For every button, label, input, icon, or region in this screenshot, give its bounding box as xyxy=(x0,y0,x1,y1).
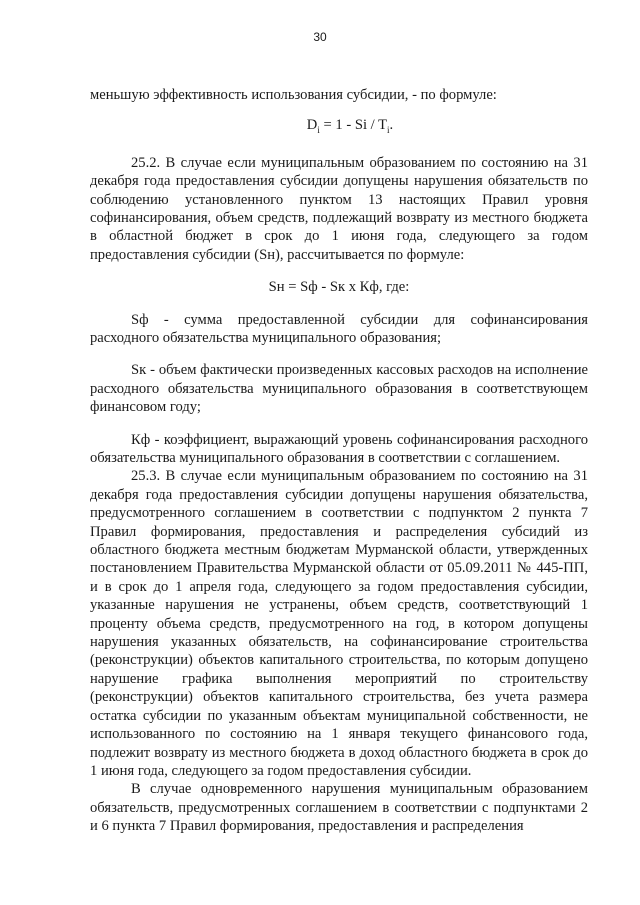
formula-d-rhs-sub: i xyxy=(387,125,390,136)
paragraph-25-3: 25.3. В случае если муниципальным образованием по состоянию на 31 декабря года предоставления субсидии допущены нарушения обязательства, предусмотренного соглашением в соответствии с подпунктом 2 пункта 7 Правил формирования, предоставления и распределения субсидий из областного бюджета местным бюджетам Мурманской области, утвержденных постановлением Правительства Мурманской области от 05.09.2011 № 445-ПП, и в срок до 1 апреля года, следующего за годом предоставления субсидии, указанные нарушения не устранены, объем средств, соответствующий 1 проценту объема средств, предусмотренного на год, в котором допущены нарушения указанных обязательств, на софинансирование строительства (реконструкции) объектов капитального строительства, по которым допущено нарушение графика выполнения мероприятий по строительству (реконструкции) объектов капитального строительства, без учета размера остатка субсидии по указанным объектам муниципальной собственности, не использованного по состоянию на 1 января текущего финансового года, подлежит возврату из местного бюджета в доход областного бюджета в срок до 1 июня года, следующего за годом предоставления субсидии. xyxy=(90,468,588,779)
formula-d-middle: = 1 - Si / T xyxy=(319,117,388,134)
paragraph-last: В случае одновременного нарушения муниципальным образованием обязательств, предусмотренных соглашением в соответствии с подпунктами 2 и 6 пункта 7 Правил формирования, предоставления и распределения xyxy=(90,781,588,835)
formula-d-lhs-sub: i xyxy=(317,125,320,136)
page-number: 30 xyxy=(313,30,327,44)
formula-d xyxy=(90,116,588,139)
formula-d-end: . xyxy=(389,117,394,134)
formula-sn: Sн = Sф - Sк х Кф, где: xyxy=(268,279,410,296)
intro-text: меньшую эффективность использования субсидии, - по формуле: xyxy=(90,87,497,103)
definition-kf: Кф - коэффициент, выражающий уровень софинансирования расходного обязательства муниципального образования в соответствии с соглашением. xyxy=(90,431,588,466)
paragraph-25-2: 25.2. В случае если муниципальным образованием по состоянию на 31 декабря года предоставления субсидии допущены нарушения обязательств по соблюдению установленного пунктом 13 настоящих Правил уровня софинансирования, объем средств, подлежащий возврату из местного бюджета в областной бюджет в срок до 1 июня года, следующего за годом предоставления субсидии (Sн), рассчитывается по формуле: xyxy=(90,154,588,263)
document-body xyxy=(90,86,588,836)
definition-sk: Sк - объем фактически произведенных кассовых расходов на исполнение расходного обязательства муниципального образования в соответствующем финансовом году; xyxy=(90,362,588,416)
formula-d-lhs: D xyxy=(306,117,318,134)
definition-sf: Sф - сумма предоставленной субсидии для софинансирования расходного обязательства муниципального образования; xyxy=(90,311,588,346)
